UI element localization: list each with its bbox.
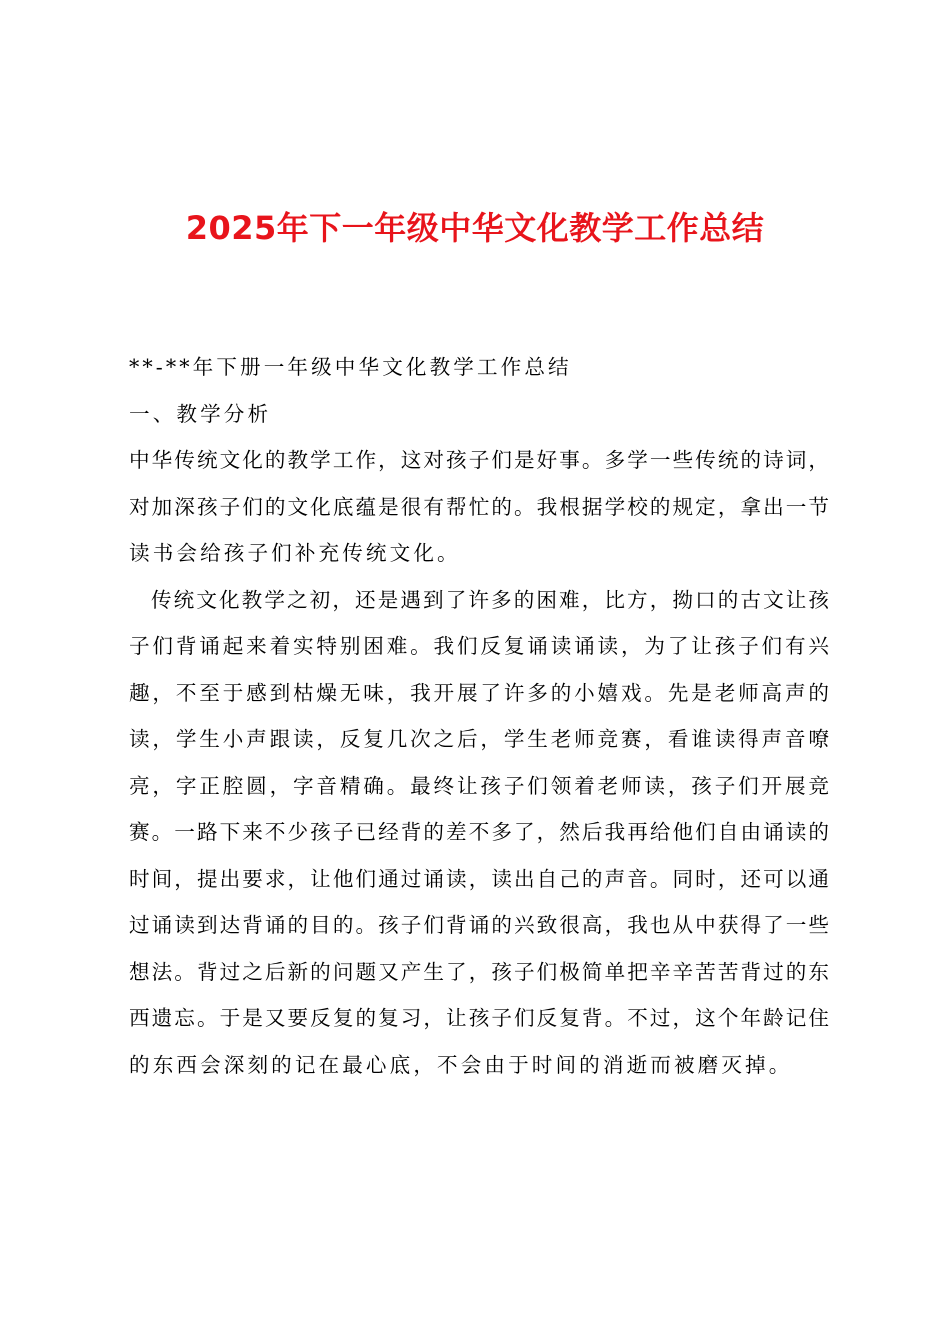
paragraph-line: 时间，提出要求，让他们通过诵读，读出自己的声音。同时，还可以通 — [129, 866, 829, 891]
paragraph-1 — [129, 437, 829, 577]
paragraph-line: 亮，字正腔圆，字音精确。最终让孩子们领着老师读，孩子们开展竞 — [129, 773, 829, 798]
paragraph-line: 读，学生小声跟读，反复几次之后，学生老师竞赛，看谁读得声音嘹 — [129, 727, 829, 751]
paragraph-line: 赛。一路下来不少孩子已经背的差不多了，然后我再给他们自由诵读的 — [129, 820, 829, 844]
paragraph-2 — [129, 577, 829, 1089]
paragraph-line: 过诵读到达背诵的目的。孩子们背诵的兴致很高，我也从中获得了一些 — [129, 913, 829, 937]
paragraph-line: 子们背诵起来着实特别困难。我们反复诵读诵读，为了让孩子们有兴 — [129, 634, 829, 658]
section-heading: 一、教学分析 — [129, 401, 272, 426]
paragraph-line: 对加深孩子们的文化底蕴是很有帮忙的。我根据学校的规定，拿出一节 — [129, 494, 829, 519]
subtitle: **-**年下册一年级中华文化教学工作总结 — [129, 355, 572, 379]
paragraph-line: 传统文化教学之初，还是遇到了许多的困难，比方，拗口的古文让孩 — [151, 587, 829, 612]
document-title: 2025年下一年级中华文化教学工作总结 — [185, 209, 765, 247]
paragraph-line: 西遗忘。于是又要反复的复习，让孩子们反复背。不过，这个年龄记住 — [129, 1006, 829, 1030]
paragraph-line: 的东西会深刻的记在最心底，不会由于时间的消逝而被磨灭掉。 — [129, 1052, 793, 1077]
paragraph-line: 中华传统文化的教学工作，这对孩子们是好事。多学一些传统的诗词， — [129, 448, 829, 472]
paragraph-line: 想法。背过之后新的问题又产生了，孩子们极简单把辛辛苦苦背过的东 — [129, 959, 829, 984]
paragraph-line: 读书会给孩子们补充传统文化。 — [129, 541, 461, 565]
document-body — [129, 344, 829, 1088]
paragraph-line: 趣，不至于感到枯燥无味，我开展了许多的小嬉戏。先是老师高声的 — [129, 680, 829, 705]
